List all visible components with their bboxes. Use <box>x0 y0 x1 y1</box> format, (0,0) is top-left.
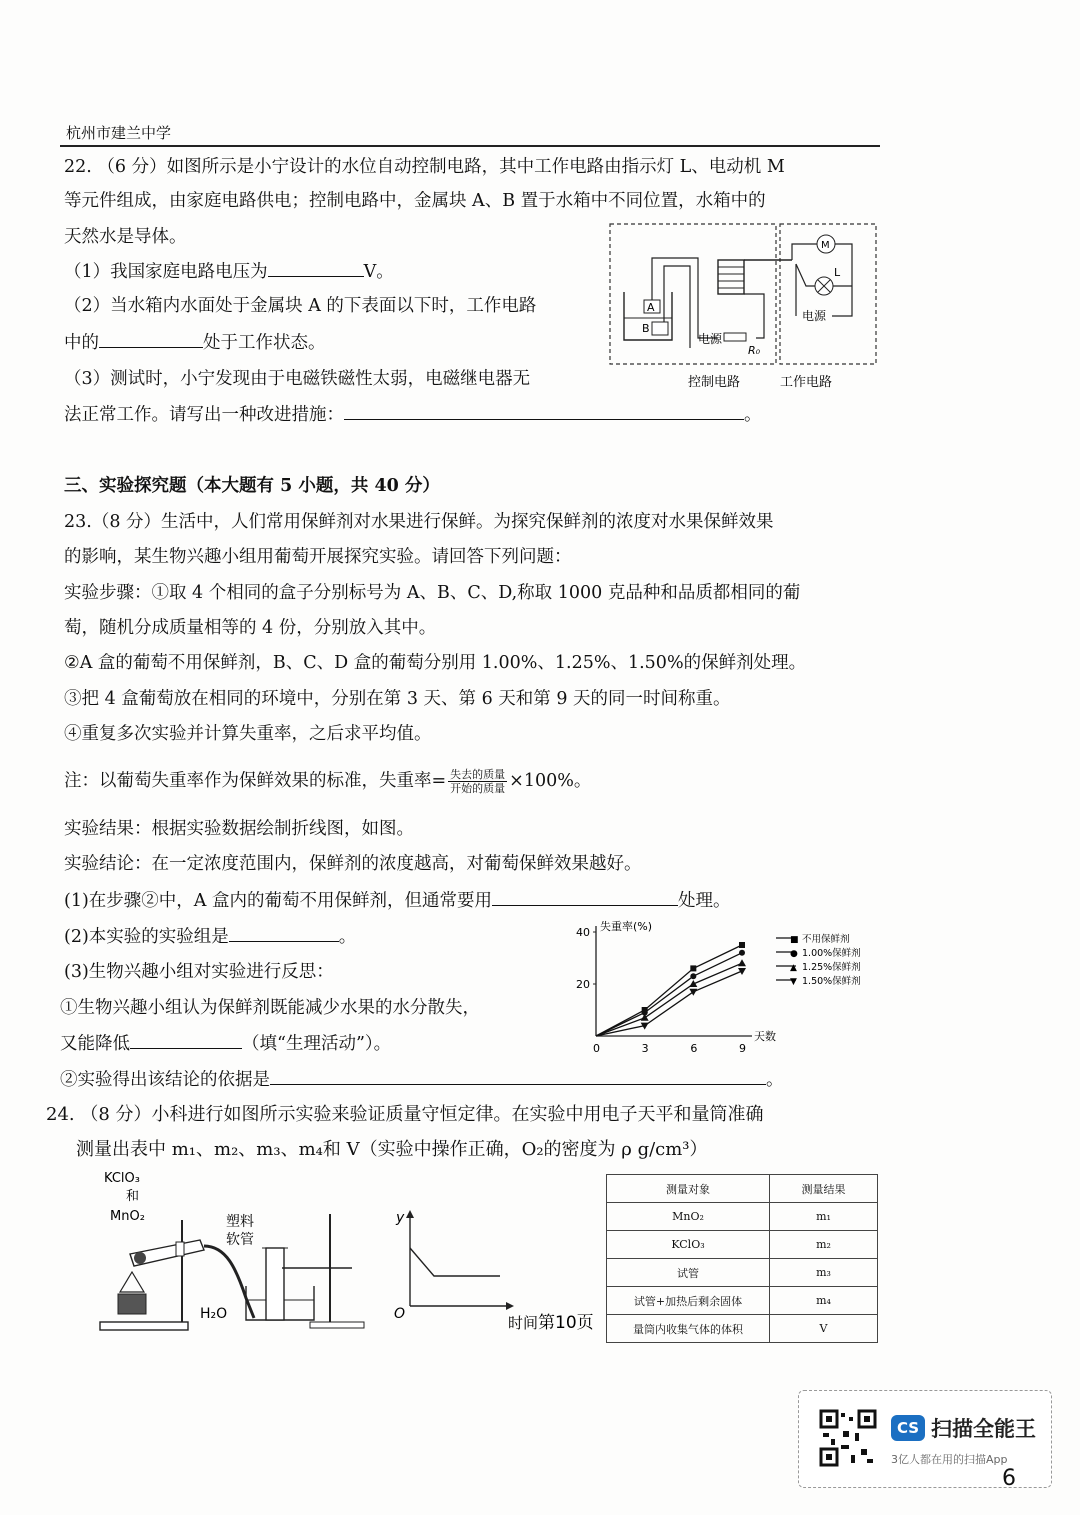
series-line-2 <box>596 953 742 1036</box>
qr-code-icon <box>819 1409 877 1467</box>
fraction-numerator: 失去的质量 <box>450 768 506 781</box>
q23-part3-item1: ①生物兴趣小组认为保鲜剂既能减少水果的水分散失， <box>60 998 480 1018</box>
data-point <box>690 965 696 971</box>
data-point <box>689 989 697 996</box>
table-cell: V <box>770 1315 878 1343</box>
q23-part3b-blank[interactable] <box>130 1032 242 1049</box>
chart-y-label: 失重率(%) <box>600 920 653 933</box>
table-header-row <box>607 1175 878 1203</box>
table-header-cell: 测量结果 <box>770 1175 878 1203</box>
legend-marker: ● <box>790 949 798 959</box>
y-tick-label: 20 <box>576 978 590 991</box>
q23-note <box>64 768 591 795</box>
data-point <box>690 973 696 979</box>
q22-part3-tail: 。 <box>744 405 762 425</box>
q22-part1-text: （1）我国家庭电路电压为 <box>64 262 268 282</box>
table-cell: 量筒内收集气体的体积 <box>607 1315 770 1343</box>
q23-part1-blank[interactable] <box>492 889 678 906</box>
q23-step1-line1: 实验步骤：①取 4 个相同的盒子分别标号为 A、B、C、D,称取 1000 克品种和品质都相同的葡 <box>64 583 801 603</box>
table-cell: KClO₃ <box>607 1231 770 1259</box>
reagent-mno2: MnO₂ <box>110 1209 145 1224</box>
metal-b-label: B <box>642 322 650 335</box>
motor-label: M <box>821 240 830 251</box>
r0-label: R₀ <box>748 344 761 357</box>
q24-measurement-table <box>606 1174 878 1343</box>
q24-y-time-graph <box>388 1206 598 1336</box>
weight-loss-fraction <box>448 768 507 795</box>
table-row <box>607 1231 878 1259</box>
series-line-1 <box>596 945 742 1036</box>
q24-stem-line2: 测量出表中 m₁、m₂、m₃、m₄和 V（实验中操作正确，O₂的密度为 ρ g/cm³） <box>76 1139 708 1160</box>
table-cell: m₂ <box>770 1231 878 1259</box>
q23-stem-line1: 23.（8 分）生活中，人们常用保鲜剂对水果进行保鲜。为探究保鲜剂的浓度对水果保鲜效果 <box>64 512 774 532</box>
metal-a-label: A <box>647 301 655 314</box>
q23-part1-tail: 处理。 <box>678 891 731 911</box>
table-cell: m₃ <box>770 1259 878 1287</box>
q23-step4: ④重复多次实验并计算失重率，之后求平均值。 <box>64 724 432 744</box>
q22-part2-text: 中的 <box>64 333 99 353</box>
legend-label: 1.00%保鲜剂 <box>802 948 861 959</box>
q22-stem-line3: 天然水是导体。 <box>64 227 187 247</box>
y-tick-label: 40 <box>576 926 590 939</box>
legend-label: 1.25%保鲜剂 <box>802 962 861 973</box>
q23-part2-text: (2)本实验的实验组是 <box>64 927 229 947</box>
tube-label-1: 塑料 <box>226 1214 254 1230</box>
q22-part3-blank[interactable] <box>344 403 744 420</box>
q23-part1 <box>64 889 731 912</box>
water-label: H₂O <box>200 1306 228 1322</box>
q24-apparatus-figure <box>96 1168 366 1340</box>
q23-part3c-text: ②实验得出该结论的依据是 <box>60 1070 270 1090</box>
legend-marker: ▼ <box>790 977 797 987</box>
legend-label: 不用保鲜剂 <box>802 934 850 945</box>
chart-x-label: 天数 <box>754 1030 776 1043</box>
q23-part2 <box>64 925 356 948</box>
q22-part2-line1: （2）当水箱内水面处于金属块 A 的下表面以下时，工作电路 <box>64 296 537 316</box>
q22-stem-line1: 22. （6 分）如图所示是小宁设计的水位自动控制电路，其中工作电路由指示灯 L、电动机 M <box>64 157 785 177</box>
q23-part3: (3)生物兴趣小组对实验进行反思： <box>64 962 334 982</box>
q22-part1-blank[interactable] <box>268 260 364 277</box>
q23-part3c-tail: 。 <box>766 1070 784 1090</box>
q22-circuit-figure <box>606 220 882 394</box>
legend-marker: ■ <box>790 935 799 945</box>
q23-result: 实验结果：根据实验数据绘制折线图，如图。 <box>64 819 414 839</box>
q23-note-text: 注：以葡萄失重率作为保鲜效果的标准，失重率= <box>64 771 447 791</box>
caption-working-circuit: 工作电路 <box>780 375 833 390</box>
x-tick-label: 9 <box>739 1042 746 1055</box>
page-number: 6 <box>1002 1466 1016 1491</box>
q23-step2: ②A 盒的葡萄不用保鲜剂，B、C、D 盒的葡萄分别用 1.00%、1.25%、1.50%的保鲜剂处理。 <box>64 653 807 673</box>
table-row <box>607 1287 878 1315</box>
q23-part1-text: (1)在步骤②中，A 盒内的葡萄不用保鲜剂，但通常要用 <box>64 891 492 911</box>
q23-part2-tail: 。 <box>338 927 357 947</box>
table-cell: 试管 <box>607 1259 770 1287</box>
lamp-label: L <box>834 266 841 279</box>
q22-part2-tail: 处于工作状态。 <box>203 333 326 353</box>
legend-label: 1.50%保鲜剂 <box>802 976 861 987</box>
fraction-denominator: 开始的质量 <box>450 782 506 795</box>
q22-part2-line2 <box>64 331 326 354</box>
camscanner-tagline: 3亿人都在用的扫描App <box>891 1453 1008 1466</box>
q23-stem-line2: 的影响，某生物兴趣小组用葡萄开展探究实验。请回答下列问题： <box>64 547 572 567</box>
x-tick-label: 0 <box>593 1042 600 1055</box>
q22-part3-text: 法正常工作。请写出一种改进措施： <box>64 405 344 425</box>
table-row <box>607 1259 878 1287</box>
q23-part3-item2 <box>60 1068 784 1091</box>
q24-stem-line1: 24. （8 分）小科进行如图所示实验来验证质量守恒定律。在实验中用电子天平和量筒准确 <box>46 1104 764 1125</box>
graph-y-label: y <box>396 1210 405 1226</box>
reagent-and: 和 <box>126 1189 140 1204</box>
data-point <box>738 959 746 966</box>
q23-part2-blank[interactable] <box>229 925 339 942</box>
q23-step3: ③把 4 盒葡萄放在相同的环境中，分别在第 3 天、第 6 天和第 9 天的同一时间称重。 <box>64 689 731 709</box>
work-power-label: 电源 <box>802 309 827 323</box>
table-row <box>607 1315 878 1343</box>
table-cell: m₄ <box>770 1287 878 1315</box>
q23-note-tail: ×100%。 <box>509 771 592 791</box>
q22-part3-line1: （3）测试时，小宁发现由于电磁铁磁性太弱，电磁继电器无 <box>64 369 531 389</box>
table-cell: MnO₂ <box>607 1203 770 1231</box>
graph-origin-label: O <box>394 1306 406 1322</box>
q23-part3c-blank[interactable] <box>270 1068 766 1085</box>
tube-label-2: 软管 <box>226 1232 254 1248</box>
q23-part3-item1b <box>60 1032 391 1055</box>
q23-part3b-text: 又能降低 <box>60 1034 130 1054</box>
table-cell: 试管+加热后剩余固体 <box>607 1287 770 1315</box>
q23-conclusion: 实验结论：在一定浓度范围内，保鲜剂的浓度越高，对葡萄保鲜效果越好。 <box>64 854 642 874</box>
camscanner-brand: 扫描全能王 <box>931 1417 1036 1441</box>
reagent-kclo3: KClO₃ <box>104 1171 140 1186</box>
x-tick-label: 3 <box>641 1042 649 1055</box>
table-cell: m₁ <box>770 1203 878 1231</box>
data-point <box>739 950 745 956</box>
table-header-cell: 测量对象 <box>607 1175 770 1203</box>
camscanner-logo-icon: CS <box>891 1415 925 1441</box>
weight-loss-line-chart <box>566 918 878 1064</box>
q23-step1-line2: 萄，随机分成质量相等的 4 份，分别放入其中。 <box>64 618 437 638</box>
section3-title: 三、实验探究题（本大题有 5 小题，共 40 分） <box>64 476 440 496</box>
legend-marker: ▲ <box>790 963 797 973</box>
series-line-4 <box>596 971 742 1036</box>
school-header: 杭州市建兰中学 <box>66 124 172 142</box>
q22-stem-line2: 等元件组成，由家庭电路供电；控制电路中，金属块 A、B 置于水箱中不同位置，水箱中的 <box>64 191 766 211</box>
caption-control-circuit: 控制电路 <box>688 375 741 390</box>
table-row <box>607 1203 878 1231</box>
data-point <box>641 1014 649 1021</box>
data-point <box>739 942 745 948</box>
graph-x-label: 时间 <box>508 1314 539 1332</box>
q22-part2-blank[interactable] <box>99 331 203 348</box>
q22-part3-line2 <box>64 403 762 426</box>
page-reference: 第10页 <box>538 1313 594 1333</box>
x-tick-label: 6 <box>690 1042 698 1055</box>
q23-part3b-tail: （填“生理活动”）。 <box>242 1034 392 1054</box>
header-rule <box>60 145 880 147</box>
ctrl-power-label: 电源 <box>698 332 723 346</box>
q22-part1-unit: V。 <box>363 262 394 282</box>
q22-part1 <box>64 260 394 283</box>
